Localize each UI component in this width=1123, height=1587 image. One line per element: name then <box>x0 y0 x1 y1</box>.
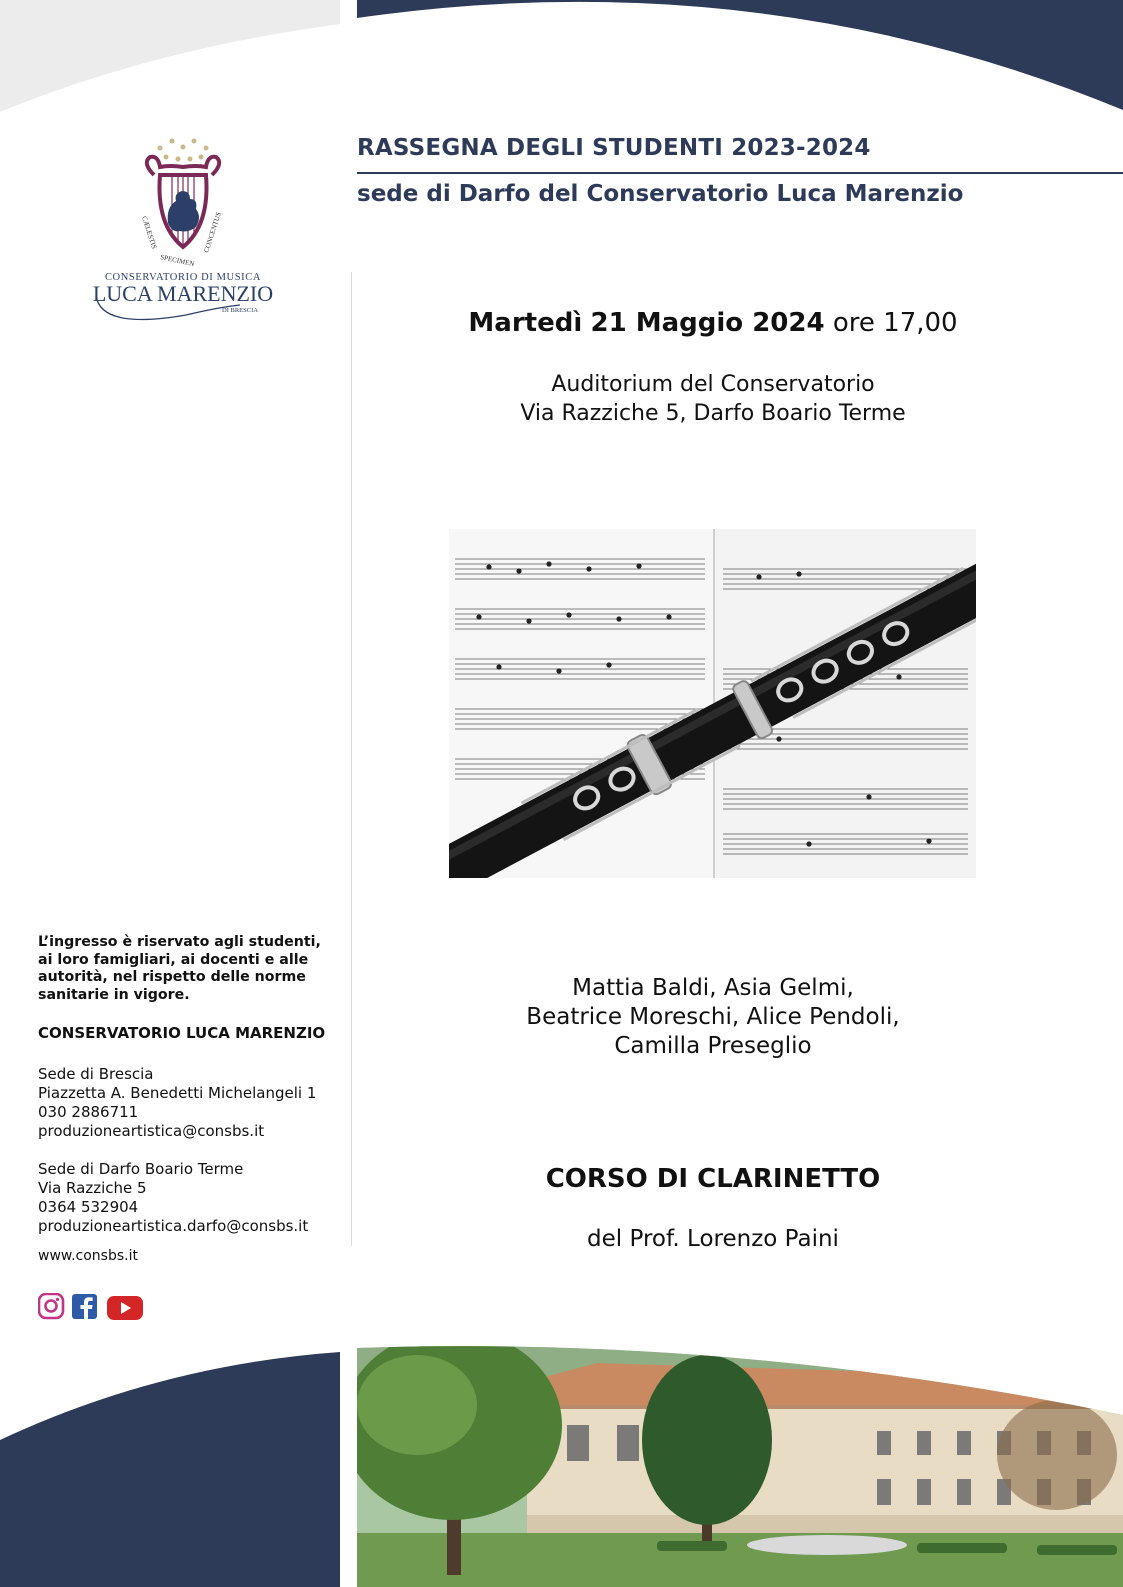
facebook-icon[interactable] <box>72 1294 97 1319</box>
website-link[interactable]: www.consbs.it <box>38 1248 138 1264</box>
venue-line-2: Via Razziche 5, Darfo Boario Terme <box>520 401 906 426</box>
performers-list <box>352 974 1074 1061</box>
course-teacher: del Prof. Lorenzo Paini <box>587 1226 839 1252</box>
brescia-phone: 030 2886711 <box>38 1103 139 1121</box>
venue-line-1: Auditorium del Conservatorio <box>551 372 875 397</box>
darfo-phone: 0364 532904 <box>38 1198 139 1216</box>
brescia-label: Sede di Brescia <box>38 1065 154 1083</box>
entry-notice: L’ingresso è riservato agli studenti, ai loro famigliari, ai docenti e alle autorità, nel rispetto delle norme sanitarie in vigore. <box>38 934 321 1003</box>
event-venue <box>352 370 1074 428</box>
social-icons <box>38 1293 148 1321</box>
event-day: Martedì <box>468 308 583 338</box>
youtube-icon[interactable] <box>107 1296 143 1320</box>
clarinet-photo <box>449 529 976 878</box>
event-time: ore 17,00 <box>832 308 958 338</box>
performers-line-1: Mattia Baldi, Asia Gelmi, <box>572 975 854 1001</box>
building-photo <box>357 1345 1123 1587</box>
instagram-icon[interactable] <box>39 1294 63 1318</box>
address-darfo <box>38 1160 308 1236</box>
darfo-label: Sede di Darfo Boario Terme <box>38 1160 244 1178</box>
course-title: CORSO DI CLARINETTO <box>545 1164 881 1194</box>
logo-line3: DI BRESCIA <box>222 307 258 314</box>
brescia-email[interactable]: produzioneartistica@consbs.it <box>38 1122 265 1140</box>
logo-motto-bottom: SPECIMEN <box>159 253 196 269</box>
logo-motto-left: CÆLESTIS <box>140 215 159 250</box>
conservatory-logo <box>90 135 276 330</box>
address-brescia <box>38 1065 316 1141</box>
header-divider <box>357 172 1123 174</box>
performers-line-2: Beatrice Moreschi, Alice Pendoli, <box>526 1004 900 1030</box>
darfo-email[interactable]: produzioneartistica.darfo@consbs.it <box>38 1217 309 1235</box>
brescia-street: Piazzetta A. Benedetti Michelangeli 1 <box>38 1084 317 1102</box>
header-title: RASSEGNA DEGLI STUDENTI 2023-2024 <box>357 135 871 161</box>
logo-line1: CONSERVATORIO DI MUSICA <box>104 272 262 283</box>
header-subtitle: sede di Darfo del Conservatorio Luca Marenzio <box>357 181 964 207</box>
institution-name: CONSERVATORIO LUCA MARENZIO <box>38 1024 326 1042</box>
event-datetime <box>352 308 1074 338</box>
event-date: 21 Maggio 2024 <box>590 308 825 338</box>
logo-line2: LUCA MARENZIO <box>92 281 274 306</box>
darfo-street: Via Razziche 5 <box>38 1179 147 1197</box>
performers-line-3: Camilla Preseglio <box>614 1033 812 1059</box>
logo-motto-right: CONCENTUS <box>202 211 223 254</box>
